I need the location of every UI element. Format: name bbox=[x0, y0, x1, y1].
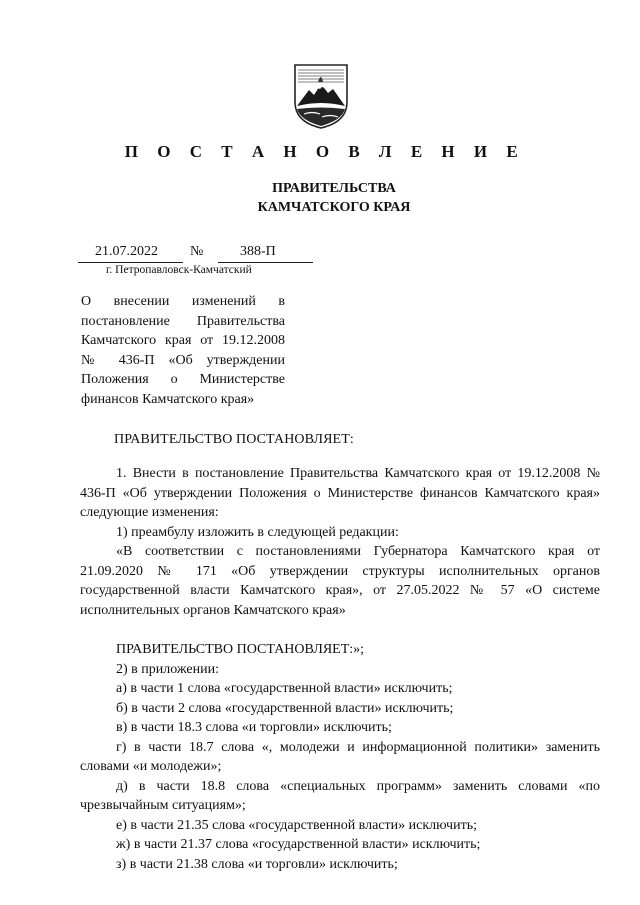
issuer-line-2: КАМЧАТСКОГО КРАЯ bbox=[257, 200, 411, 215]
date-underline bbox=[78, 262, 183, 263]
subitem-v: в) в части 18.3 слова «и торговли» исключить; bbox=[116, 720, 392, 735]
subitem-e: е) в части 21.35 слова «государственной власти» исключить; bbox=[116, 817, 477, 833]
number-underline bbox=[218, 262, 313, 263]
kamchatka-emblem-icon bbox=[292, 62, 350, 130]
number-sign: № bbox=[190, 244, 204, 259]
subitem-z: з) в части 21.38 слова «и торговли» исключить; bbox=[116, 856, 398, 872]
subitem-a: а) в части 1 слова «государственной власти» исключить; bbox=[116, 681, 453, 696]
subitem-g: г) в части 18.7 слова «, молодежи и информационной политики» заменить словами «и молодежи»; bbox=[80, 739, 600, 774]
issuer-heading bbox=[0, 179, 640, 217]
subitem-d: д) в части 18.8 слова «специальных программ» заменить словами «по чрезвычайным ситуациям»; bbox=[80, 778, 600, 813]
document-title: П О С Т А Н О В Л Е Н И Е bbox=[124, 142, 526, 161]
issuer-line-1: ПРАВИТЕЛЬСТВА bbox=[272, 181, 396, 196]
document-body bbox=[80, 464, 600, 874]
subitem-b: б) в части 2 слова «государственной власти» исключить; bbox=[116, 700, 454, 716]
document-city: г. Петропавловск-Камчатский bbox=[106, 264, 252, 276]
preamble-quote: «В соответствии с постановлениями Губернатора Камчатского края от 21.09.2020 № 171 «Об утверждении структуры исполнительных органов государственной власти Камчатского края», от 27.05.2022 № 57 «О системе исполнительных органов Камчатского края» bbox=[80, 544, 600, 618]
document-date: 21.07.2022 bbox=[95, 244, 158, 259]
paragraph-item-1-1: 1) преамбулу изложить в следующей редакции: bbox=[116, 524, 399, 540]
document-number: 388-П bbox=[240, 244, 276, 259]
subitem-zh: ж) в части 21.37 слова «государственной власти» исключить; bbox=[116, 837, 481, 852]
decree-heading: ПРАВИТЕЛЬСТВО ПОСТАНОВЛЯЕТ: bbox=[114, 432, 354, 447]
preamble-decree: ПРАВИТЕЛЬСТВО ПОСТАНОВЛЯЕТ:»; bbox=[116, 642, 365, 657]
paragraph-item-1: 1. Внести в постановление Правительства Камчатского края от 19.12.2008 № 436-П «Об утверждении Положения о Министерстве финансов Камчатского края» следующие изменения: bbox=[80, 466, 600, 520]
document-subject: О внесении изменений в постановление Правительства Камчатского края от 19.12.2008 № 436-П «Об утверждении Положения о Министерстве финансов Камчатского края» bbox=[81, 294, 285, 407]
paragraph-item-2: 2) в приложении: bbox=[116, 661, 219, 677]
